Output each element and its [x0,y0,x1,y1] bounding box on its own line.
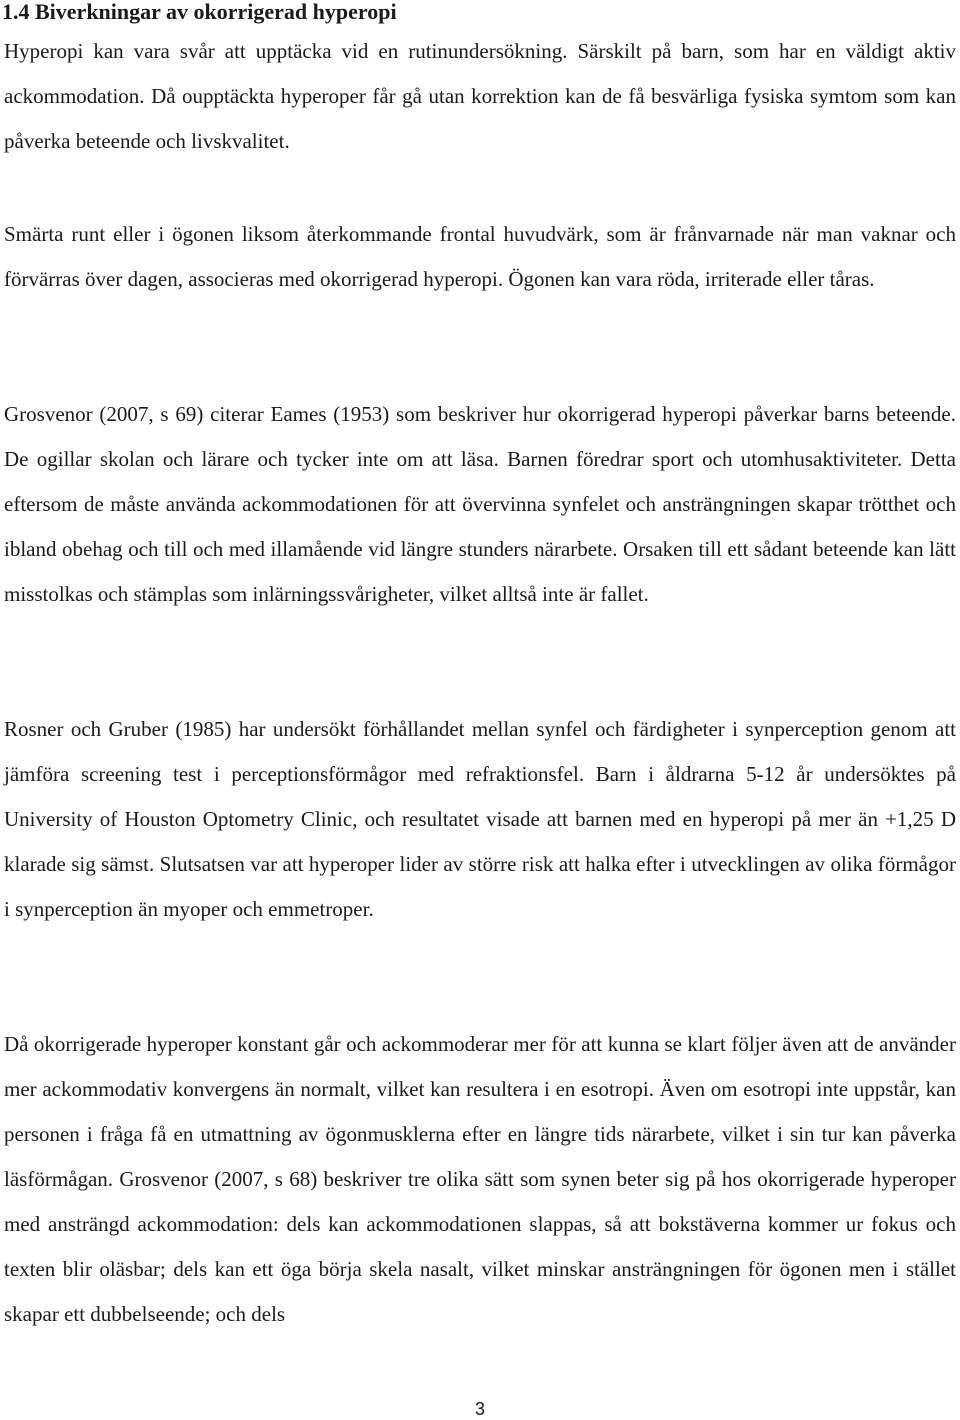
paragraph-4: Rosner och Gruber (1985) har undersökt förhållandet mellan synfel och färdigheter i synperception genom att jämföra screening test i perceptionsförmågor med refraktionsfel. Barn i åldrarna 5-12 år undersöktes på University of Houston Optometry Clinic, och resultatet visade att barnen med en hyperopi på mer än +1,25 D klarade sig sämst. Slutsatsen var att hyperoper lider av större risk att halka efter i utvecklingen av olika förmågor i synperception än myoper och emmetroper. [4,717,956,921]
paragraph-1: Hyperopi kan vara svår att upptäcka vid en rutinundersökning. Särskilt på barn, som har en väldigt aktiv ackommodation. Då oupptäckta hyperoper får gå utan korrektion kan de få besvärliga fysiska symtom som kan påverka beteende och livskvalitet. [4,39,956,153]
paragraph-3: Grosvenor (2007, s 69) citerar Eames (1953) som beskriver hur okorrigerad hyperopi påverkar barns beteende. De ogillar skolan och lärare och tycker inte om att läsa. Barnen föredrar sport och utomhusaktiviteter. Detta eftersom de måste använda ackommodationen för att övervinna synfelet och ansträngningen skapar trötthet och ibland obehag och till och med illamående vid längre stunders närarbete. Orsaken till ett sådant beteende kan lätt misstolkas och stämplas som inlärningssvårigheter, vilket alltså inte är fallet. [4,402,956,606]
page-number: 3 [474,1399,485,1419]
section-heading: 1.4 Biverkningar av okorrigerad hyperopi [2,0,397,24]
paragraph-5: Då okorrigerade hyperoper konstant går och ackommoderar mer för att kunna se klart följer även att de använder mer ackommodativ konvergens än normalt, vilket kan resultera i en esotropi. Även om esotropi inte uppstår, kan personen i fråga få en utmattning av ögonmusklerna efter en längre tids närarbete, vilket i sin tur kan påverka läsförmågan. Grosvenor (2007, s 68) beskriver tre olika sätt som synen beter sig på hos okorrigerade hyperoper med ansträngd ackommodation: dels kan ackommodationen slappas, så att bokstäverna kommer ur fokus och texten blir oläsbar; dels kan ett öga börja skela nasalt, vilket minskar ansträngningen för ögonen men i stället skapar ett dubbelseende; och dels [4,1032,956,1326]
paragraph-2: Smärta runt eller i ögonen liksom återkommande frontal huvudvärk, som är frånvarnade när man vaknar och förvärras över dagen, associeras med okorrigerad hyperopi. Ögonen kan vara röda, irriterade eller tåras. [4,222,956,291]
